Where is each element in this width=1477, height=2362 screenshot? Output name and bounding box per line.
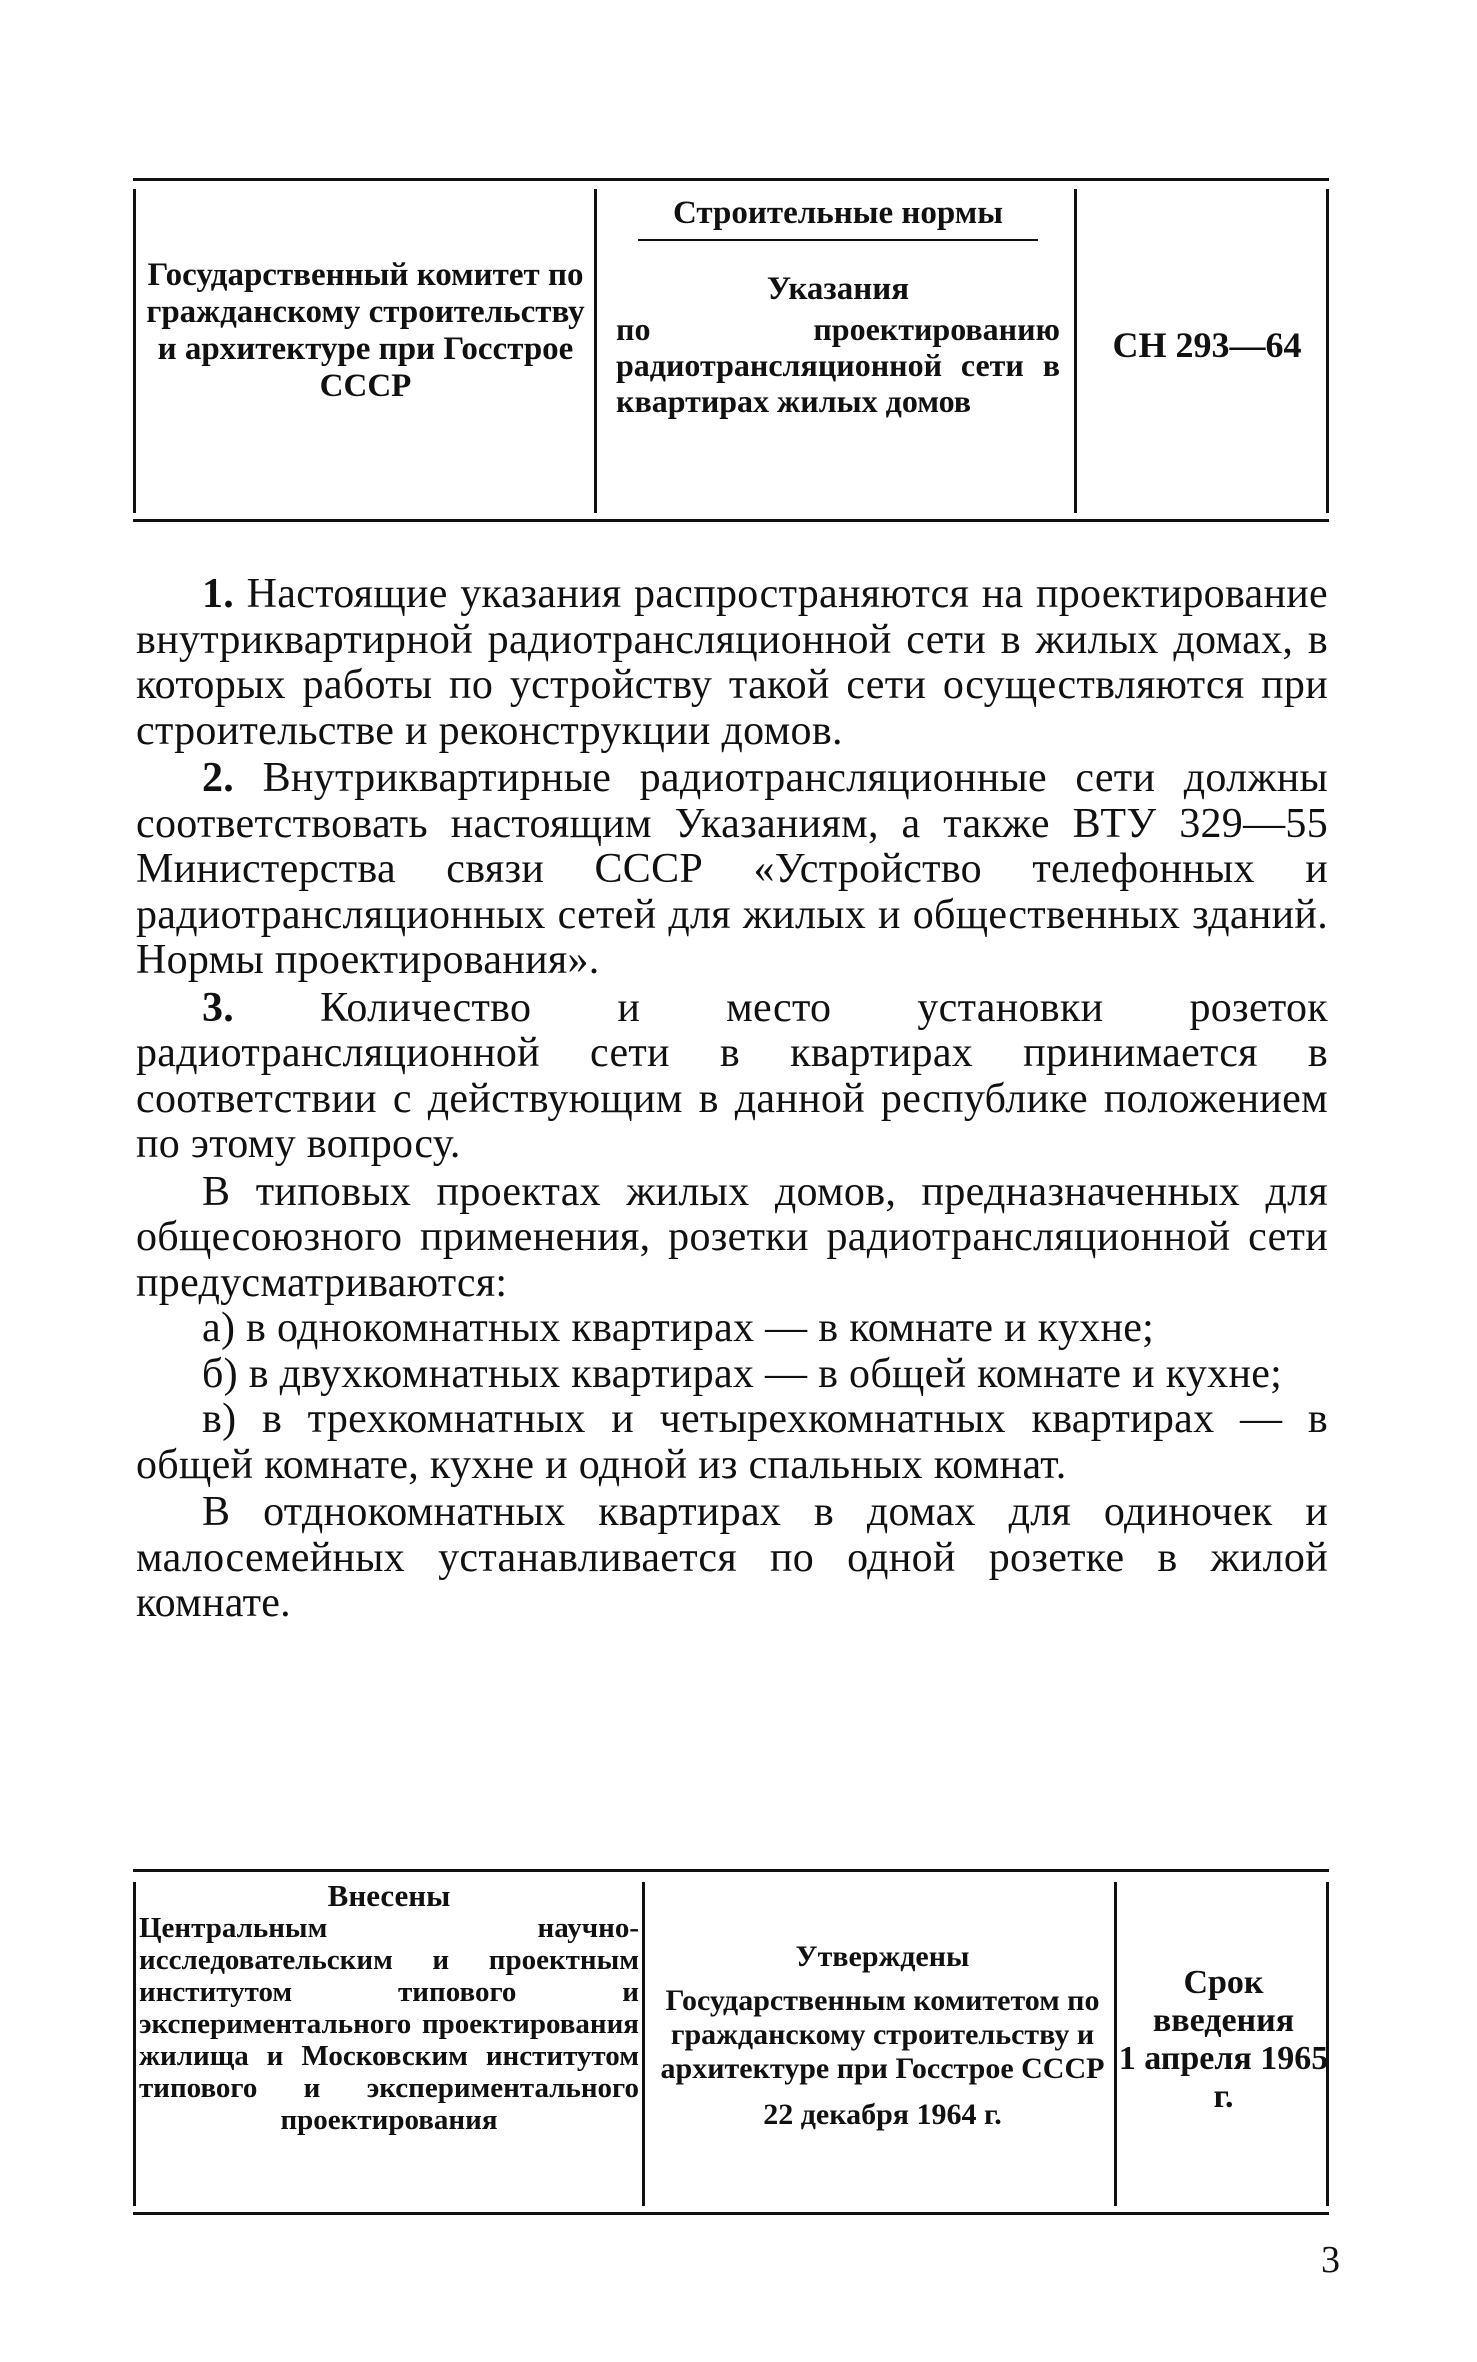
body-text xyxy=(136,572,1328,1627)
effective-date-cell xyxy=(1118,1964,1329,2116)
approved-date: 22 декабря 1964 г. xyxy=(763,2098,1002,2131)
header-divider-1 xyxy=(594,189,597,513)
paragraph-2-text: Внутриквартирные радиотрансляционные сети должны соответствовать настоящим Указаниям, а также ВТУ 329—55 Министерства связи СССР «Устройство телефонных и радиотрансляционных сетей для жилых и общественных зданий. Нормы проектирования». xyxy=(136,755,1328,983)
document-code: СН 293—64 xyxy=(1112,325,1302,365)
paragraph-1-number: 1. xyxy=(202,571,235,617)
paragraph-1 xyxy=(136,572,1328,754)
introduced-by-cell xyxy=(139,1880,639,2136)
paragraph-2-number: 2. xyxy=(202,755,235,801)
header-table xyxy=(133,178,1329,522)
effective-date: 1 апреля 1965 г. xyxy=(1118,2040,1329,2115)
list-item-c: в) в трехкомнатных и четырехкомнатных квартирах — в общей комнате, кухне и одной из спальных комнат. xyxy=(136,1396,1328,1488)
footer-divider-1 xyxy=(642,1882,645,2206)
effective-label: Срок введения xyxy=(1152,1964,1295,2039)
approved-label: Утверждены xyxy=(795,1940,970,1973)
footer-table xyxy=(133,1869,1329,2215)
introduced-label: Внесены xyxy=(327,1878,451,1913)
paragraph-5: В отднокомнатных квартирах в домах для одиночек и малосемейных устанавливается по одной розетке в жилой комнате. xyxy=(136,1489,1328,1626)
norms-cell xyxy=(608,193,1068,419)
paragraph-3 xyxy=(136,986,1328,1168)
paragraph-3-number: 3. xyxy=(202,984,235,1031)
paragraph-1-text: Настоящие указания распространяются на проектирование внутриквартирной радиотрансляционной сети в жилых домах, в которых работы по устройству такой сети осуществляются при строительстве и реконструкции домов. xyxy=(136,571,1328,754)
paragraph-4: В типовых проектах жилых домов, предназначенных для общесоюзного применения, розетки радиотрансляционной сети предусматриваются: xyxy=(136,1168,1328,1306)
page-number: 3 xyxy=(1321,2239,1340,2281)
list-item-a: а) в однокомнатных квартирах — в комнате и кухне; xyxy=(202,1305,1155,1351)
list-item-b: б) в двухкомнатных квартирах — в общей комнате и кухне; xyxy=(202,1350,1283,1397)
issuing-organization: Государственный комитет по гражданскому строительству и архитектуре при Госстрое СССР xyxy=(146,257,585,404)
footer-divider-2 xyxy=(1114,1882,1117,2206)
approved-text: Государственным комитетом по гражданскому строительству и архитектуре при Госстрое СССР xyxy=(660,1984,1105,2085)
header-divider-2 xyxy=(1074,189,1077,513)
header-left-border xyxy=(133,189,136,513)
introduced-text: Центральным научно-исследовательским и проектным институтом типового и экспериментального проектирования жилища и Московским институтом типового и экспериментального проектирования xyxy=(139,1912,639,2136)
paragraph-3-text: Количество и место установки розеток радиотрансляционной сети в квартирах принимается в соответствии с действующим в данной республике положением по этому вопросу. xyxy=(136,984,1328,1167)
footer-left-border xyxy=(133,1882,136,2206)
paragraph-2 xyxy=(136,756,1328,984)
norms-label: Строительные нормы xyxy=(673,195,1003,231)
approved-by-cell xyxy=(655,1940,1110,2132)
document-title: Указания xyxy=(766,271,910,307)
document-subtitle: по проектированию радиотрансляционной сети в квартирах жилых домов xyxy=(616,311,1060,419)
norms-rule xyxy=(638,239,1038,241)
